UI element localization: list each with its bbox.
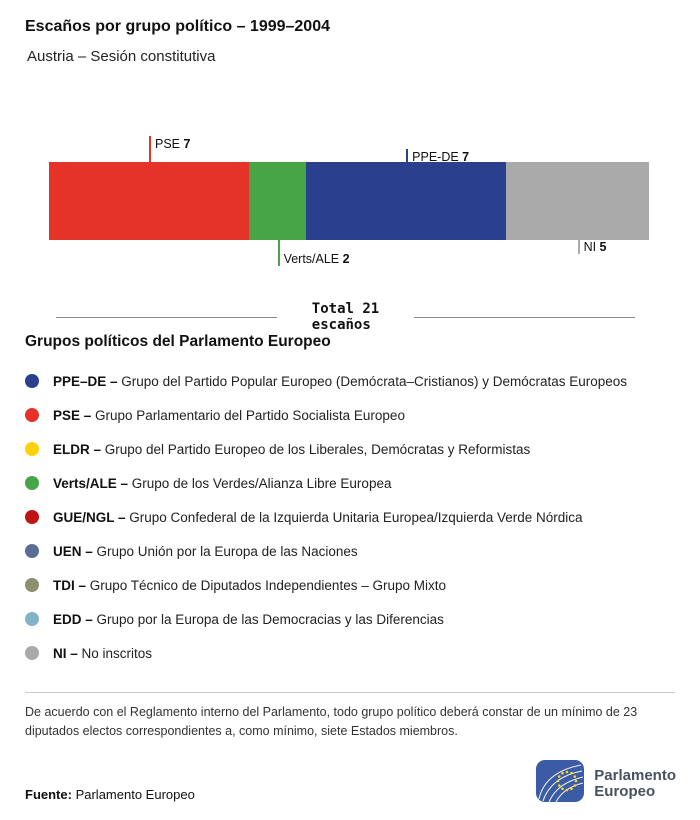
legend-item-ni xyxy=(25,636,675,670)
divider-line-right xyxy=(414,317,635,318)
legend-item-text: Verts/ALE – Grupo de los Verdes/Alianza Libre Europea xyxy=(53,475,392,491)
legend-color-dot xyxy=(25,544,39,558)
segment-label-group: PPE-DE xyxy=(412,150,463,164)
ep-logo-text xyxy=(594,768,676,800)
divider-line-left xyxy=(56,317,277,318)
legend-color-dot xyxy=(25,510,39,524)
legend-color-dot xyxy=(25,646,39,660)
legend-color-dot xyxy=(25,408,39,422)
legend-item-text: NI – No inscritos xyxy=(53,645,153,661)
legend-list xyxy=(25,364,675,670)
callout-tick-ni xyxy=(578,240,580,254)
bar-segment-verts-ale xyxy=(249,162,306,240)
legend-item-gue-ngl xyxy=(25,500,675,534)
legend-item-pse xyxy=(25,398,675,432)
legend-heading: Grupos políticos del Parlamento Europeo xyxy=(25,333,331,350)
segment-label-seats: 5 xyxy=(599,240,607,254)
source-value: Parlamento Europeo xyxy=(75,787,195,802)
ep-logo xyxy=(536,760,676,807)
ep-logo-text-line2: Europeo xyxy=(594,782,656,800)
ep-logo-text-line1: Parlamento xyxy=(594,766,676,784)
segment-label-seats: 2 xyxy=(342,252,350,266)
legend-item-tdi xyxy=(25,568,675,602)
bar-segment-pse xyxy=(49,162,249,240)
source-line xyxy=(25,787,195,802)
european-parliament-logo-icon xyxy=(536,760,584,807)
segment-label-group: PSE xyxy=(154,137,184,151)
total-seats-label xyxy=(277,301,414,333)
total-divider xyxy=(56,301,635,333)
legend-item-eldr xyxy=(25,432,675,466)
callout-tick-pse xyxy=(149,136,151,162)
segment-label-group: NI xyxy=(583,240,600,254)
legend-item-edd xyxy=(25,602,675,636)
legend-item-text: ELDR – Grupo del Partido Europeo de los Liberales, Demócratas y Reformistas xyxy=(53,441,531,457)
legend-color-dot xyxy=(25,612,39,626)
segment-label-pse xyxy=(155,137,190,151)
segment-label-seats: 7 xyxy=(183,137,191,151)
legend-item-verts-ale xyxy=(25,466,675,500)
callout-tick-ppe-de xyxy=(406,149,408,162)
segment-label-seats: 7 xyxy=(462,150,470,164)
legend-color-dot xyxy=(25,476,39,490)
segment-label-ppe-de xyxy=(412,150,469,164)
segment-label-group: Verts/ALE xyxy=(283,252,343,266)
legend-item-text: PSE – Grupo Parlamentario del Partido Socialista Europeo xyxy=(53,407,405,423)
legend-color-dot xyxy=(25,374,39,388)
segment-label-verts-ale xyxy=(284,252,350,266)
footnote: De acuerdo con el Reglamento interno del Parlamento, todo grupo político deberá constar de un mínimo de 23 diputados electos correspondientes a, como mínimo, siete Estados miembros. xyxy=(25,705,638,739)
page-subtitle: Austria – Sesión constitutiva xyxy=(27,48,216,65)
legend-item-uen xyxy=(25,534,675,568)
seats-stacked-bar-chart xyxy=(49,136,649,270)
source-label: Fuente: xyxy=(25,787,72,802)
legend-item-text: PPE–DE – Grupo del Partido Popular Europeo (Demócrata–Cristianos) y Demócratas Europeos xyxy=(53,373,628,389)
legend-item-text: EDD – Grupo por la Europa de las Democracias y las Diferencias xyxy=(53,611,444,627)
page-title: Escaños por grupo político – 1999–2004 xyxy=(25,18,330,35)
legend-color-dot xyxy=(25,442,39,456)
legend-color-dot xyxy=(25,578,39,592)
footer-divider xyxy=(25,692,675,693)
legend-item-text: TDI – Grupo Técnico de Diputados Independientes – Grupo Mixto xyxy=(53,577,446,593)
legend-item-text: UEN – Grupo Unión por la Europa de las Naciones xyxy=(53,543,358,559)
legend-item-text: GUE/NGL – Grupo Confederal de la Izquierda Unitaria Europea/Izquierda Verde Nórdica xyxy=(53,509,583,525)
segment-label-ni xyxy=(584,240,607,254)
total-line-1: Total 21 xyxy=(311,301,380,317)
legend-item-ppe-de xyxy=(25,364,675,398)
bar-segment-ppe-de xyxy=(306,162,506,240)
stacked-bar xyxy=(49,162,649,240)
total-line-2: escaños xyxy=(311,317,371,333)
callout-tick-verts-ale xyxy=(278,240,280,266)
bar-segment-ni xyxy=(506,162,649,240)
